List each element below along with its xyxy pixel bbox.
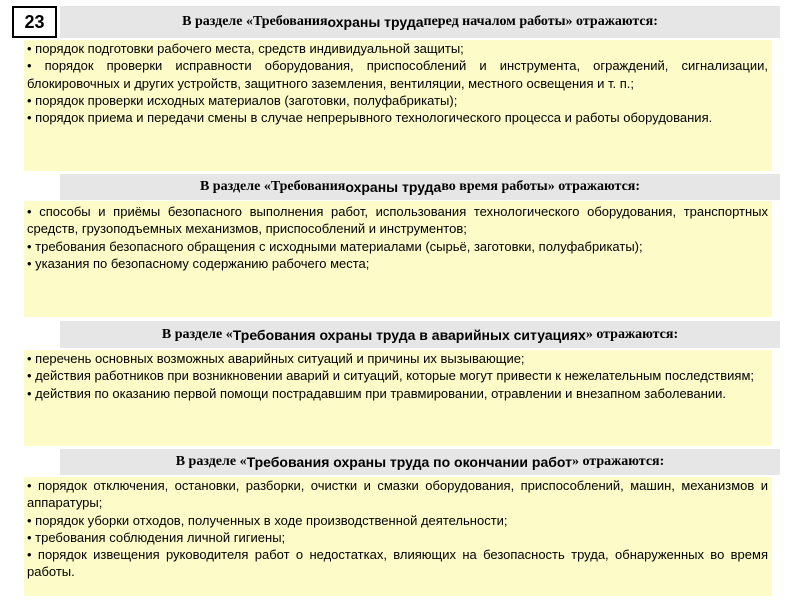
header-suffix: » отражаются: xyxy=(585,326,679,342)
list-item: • действия по оказанию первой помощи пострадавшим при травмировании, отравлении и внезапном заболевании. xyxy=(27,385,726,401)
header-prefix: В разделе «Требования xyxy=(182,14,328,29)
section-body-emergency xyxy=(24,350,772,446)
list-item: • требования соблюдения личной гигиены; xyxy=(27,529,286,545)
header-suffix: » отражаются: xyxy=(571,454,665,469)
header-prefix: В разделе « xyxy=(175,454,247,469)
slide-number: 23 xyxy=(14,8,55,36)
section-body-during-work xyxy=(24,201,772,317)
list-item: • действия работников при возникновении аварий и ситуаций, которые могут привести к нежелательным последствиям; xyxy=(27,368,755,384)
section-header-after-work xyxy=(60,449,780,475)
section-header-emergency xyxy=(60,321,780,348)
list-item: • порядок проверки исходных материалов (заготовки, полуфабрикаты); xyxy=(27,92,458,108)
list-item: • указания по безопасному содержанию рабочего места; xyxy=(27,255,370,271)
header-prefix: В разделе «Требования xyxy=(199,179,346,194)
list-item: • порядок приема и передачи смены в случае непрерывного технологического процесса и работы оборудования. xyxy=(27,110,713,126)
section-header-before-work xyxy=(60,6,780,38)
list-item: • порядок извещения руководителя работ о недостатках, влияющих на безопасность труда, обнаруженных во время работы. xyxy=(27,547,768,580)
section-header-during-work xyxy=(60,174,780,200)
list-item: • перечень основных возможных аварийных ситуаций и причины их вызывающие; xyxy=(27,351,525,366)
header-highlight: охраны труда xyxy=(345,179,442,195)
header-highlight: Требования охраны труда по окончании работ xyxy=(246,454,572,470)
list-item: • требования безопасного обращения с исходными материалами (сырьё, заготовки, полуфабрикаты); xyxy=(27,238,643,254)
slide-number-badge xyxy=(12,6,57,38)
list-item: • порядок уборки отходов, полученных в ходе производственной деятельности; xyxy=(27,512,508,528)
header-suffix: перед началом работы» отражаются: xyxy=(423,14,658,29)
list-item: • порядок подготовки рабочего места, средств индивидуальной защиты; xyxy=(27,41,464,56)
header-highlight: охраны труда xyxy=(327,14,424,30)
header-prefix: В разделе « xyxy=(161,326,233,342)
section-body-after-work xyxy=(24,477,772,596)
header-suffix: во время работы» отражаются: xyxy=(441,179,641,194)
list-item: • порядок проверки исправности оборудования, приспособлений и инструмента, ограждений, сигнализации, блокировочных и других устройств, защитного заземления, вентиляции, местного освещения и т. п.; xyxy=(27,58,768,91)
list-item: • порядок отключения, остановки, разборки, очистки и смазки оборудования, приспособлений, машин, механизмов и аппаратуры; xyxy=(27,478,768,511)
section-body-before-work xyxy=(24,40,772,171)
header-highlight: Требования охраны труда в аварийных ситуациях xyxy=(232,326,586,343)
list-item: • способы и приёмы безопасного выполнения работ, использования технологического оборудования, транспортных средств, грузоподъемных механизмов, приспособлений и инструментов; xyxy=(27,204,768,237)
